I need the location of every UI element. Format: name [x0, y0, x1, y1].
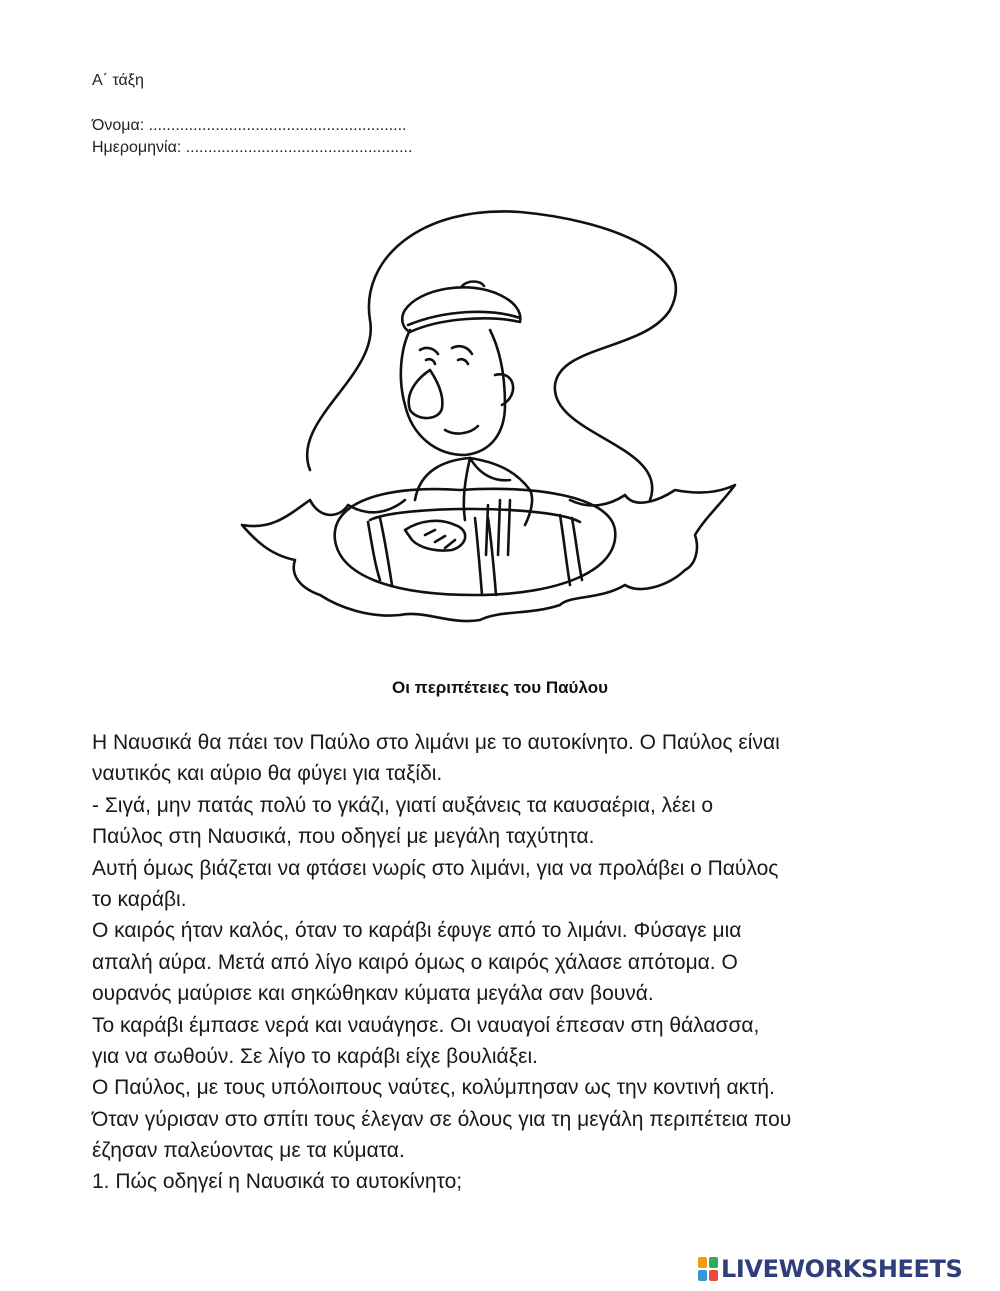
story-line: - Σιγά, μην πατάς πολύ το γκάζι, γιατί αυξάνεις τα καυσαέρια, λέει ο — [92, 793, 714, 817]
story-line: ναυτικός και αύριο θα φύγει για ταξίδι. — [92, 762, 443, 786]
story-line: Ο Παύλος, με τους υπόλοιπους ναύτες, κολύμπησαν ως την κοντινή ακτή. — [92, 1076, 775, 1100]
story-line: για να σωθούν. Σε λίγο το καράβι είχε βουλιάξει. — [92, 1044, 538, 1068]
story-line: ουρανός μαύρισε και σηκώθηκαν κύματα μεγάλα σαν βουνά. — [92, 982, 654, 1006]
liveworksheets-logo-text: LIVEWORKSHEETS — [721, 1255, 963, 1283]
page-title: Οι περιπέτειες του Παύλου — [392, 678, 608, 697]
story-line: Η Ναυσικά θα πάει τον Παύλο στο λιμάνι με το αυτοκίνητο. Ο Παύλος είναι — [92, 731, 780, 754]
story-line: έζησαν παλεύοντας με τα κύματα. — [92, 1139, 405, 1163]
story-line: Παύλος στη Ναυσικά, που οδηγεί με μεγάλη ταχύτητα. — [92, 825, 595, 849]
story-line: Ο καιρός ήταν καλός, όταν το καράβι έφυγε από το λιμάνι. Φύσαγε μια — [92, 919, 742, 943]
story-line: απαλή αύρα. Μετά από λίγο καιρό όμως ο καιρός χάλασε απότομα. Ο — [92, 950, 738, 974]
liveworksheets-logo-icon — [697, 1256, 719, 1282]
name-field-line: Όνομα: .......................................................... — [92, 117, 407, 134]
story-line: το καράβι. — [92, 887, 187, 911]
story-line: Αυτή όμως βιάζεται να φτάσει νωρίς στο λιμάνι, για να προλάβει ο Παύλος — [92, 856, 779, 880]
story-text — [92, 727, 932, 1198]
question-1: 1. Πώς οδηγεί η Ναυσικά το αυτοκίνητο; — [92, 1170, 463, 1194]
sailor-in-lifebuoy-illustration — [230, 200, 750, 660]
story-line: Το καράβι έμπασε νερά και ναυάγησε. Οι ναυαγοί έπεσαν στη θάλασσα, — [92, 1013, 760, 1037]
grade-label: Α΄ τάξη — [92, 72, 144, 89]
liveworksheets-logo — [697, 1254, 962, 1284]
date-field-line: Ημερομηνία: ................................................... — [92, 139, 413, 156]
story-line: Όταν γύρισαν στο σπίτι τους έλεγαν σε όλους για τη μεγάλη περιπέτεια που — [92, 1107, 792, 1131]
